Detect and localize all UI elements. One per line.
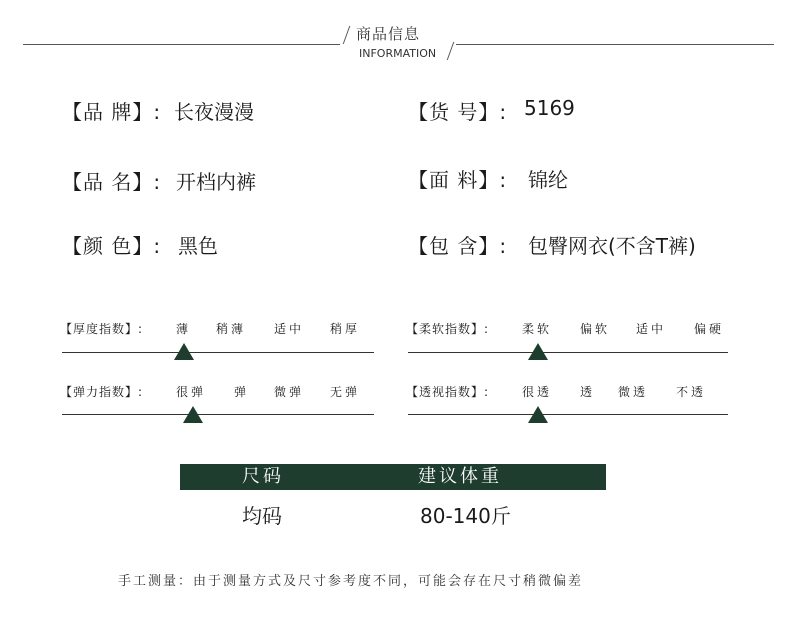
thickness-marker	[174, 343, 194, 360]
fabric-label: 【面 料】:	[408, 168, 508, 192]
transparency-option-2: 透	[580, 385, 596, 399]
size-value: 均码	[242, 504, 282, 528]
color-label: 【颜 色】:	[62, 234, 162, 258]
elasticity-option-4: 无弹	[330, 385, 361, 399]
softness-marker	[528, 343, 548, 360]
thickness-option-4: 稍厚	[330, 322, 361, 336]
softness-option-3: 适中	[636, 322, 667, 336]
elasticity-option-1: 很弹	[176, 385, 207, 399]
transparency-index-label: 【透视指数】:	[406, 385, 490, 399]
transparency-marker	[528, 406, 548, 423]
softness-index-label: 【柔软指数】:	[406, 322, 490, 336]
includes-value: 包臀网衣(不含T裤)	[528, 234, 696, 258]
elasticity-option-2: 弹	[234, 385, 250, 399]
header-rule-right	[456, 44, 774, 45]
thickness-option-3: 适中	[274, 322, 305, 336]
brand-value: 长夜漫漫	[174, 100, 254, 124]
softness-scale-line	[408, 352, 728, 353]
weight-value: 80-140斤	[420, 504, 511, 528]
includes-label: 【包 含】:	[408, 234, 508, 258]
thickness-option-1: 薄	[176, 322, 192, 336]
header-rule-left	[23, 44, 340, 45]
elasticity-index-label: 【弹力指数】:	[60, 385, 144, 399]
header-title: 商品信息	[356, 25, 421, 43]
softness-option-4: 偏硬	[694, 322, 725, 336]
elasticity-option-3: 微弹	[274, 385, 305, 399]
softness-option-1: 柔软	[522, 322, 553, 336]
transparency-option-3: 微透	[618, 385, 649, 399]
thickness-index-label: 【厚度指数】:	[60, 322, 144, 336]
fabric-value: 锦纶	[528, 168, 568, 192]
transparency-scale-line	[408, 414, 728, 415]
item-no-value: 5169	[524, 96, 575, 120]
item-no-label: 【货 号】:	[408, 100, 508, 124]
header-slash-left	[343, 26, 351, 44]
transparency-option-1: 很透	[522, 385, 553, 399]
name-value: 开档内裤	[176, 170, 256, 194]
size-table-header	[180, 464, 606, 490]
thickness-option-2: 稍薄	[216, 322, 247, 336]
thickness-scale-line	[62, 352, 374, 353]
size-header-size: 尺码	[242, 466, 284, 487]
name-label: 【品 名】:	[62, 170, 162, 194]
header-slash-right	[447, 42, 455, 60]
color-value: 黑色	[178, 234, 218, 258]
elasticity-scale-line	[62, 414, 374, 415]
size-header-weight: 建议体重	[418, 466, 502, 487]
elasticity-marker	[183, 406, 203, 423]
brand-label: 【品 牌】:	[62, 100, 162, 124]
header-subtitle: INFORMATION	[359, 47, 437, 60]
transparency-option-4: 不透	[676, 385, 707, 399]
softness-option-2: 偏软	[580, 322, 611, 336]
measurement-note: 手工测量：由于测量方式及尺寸参考度不同，可能会存在尺寸稍微偏差	[118, 574, 584, 589]
